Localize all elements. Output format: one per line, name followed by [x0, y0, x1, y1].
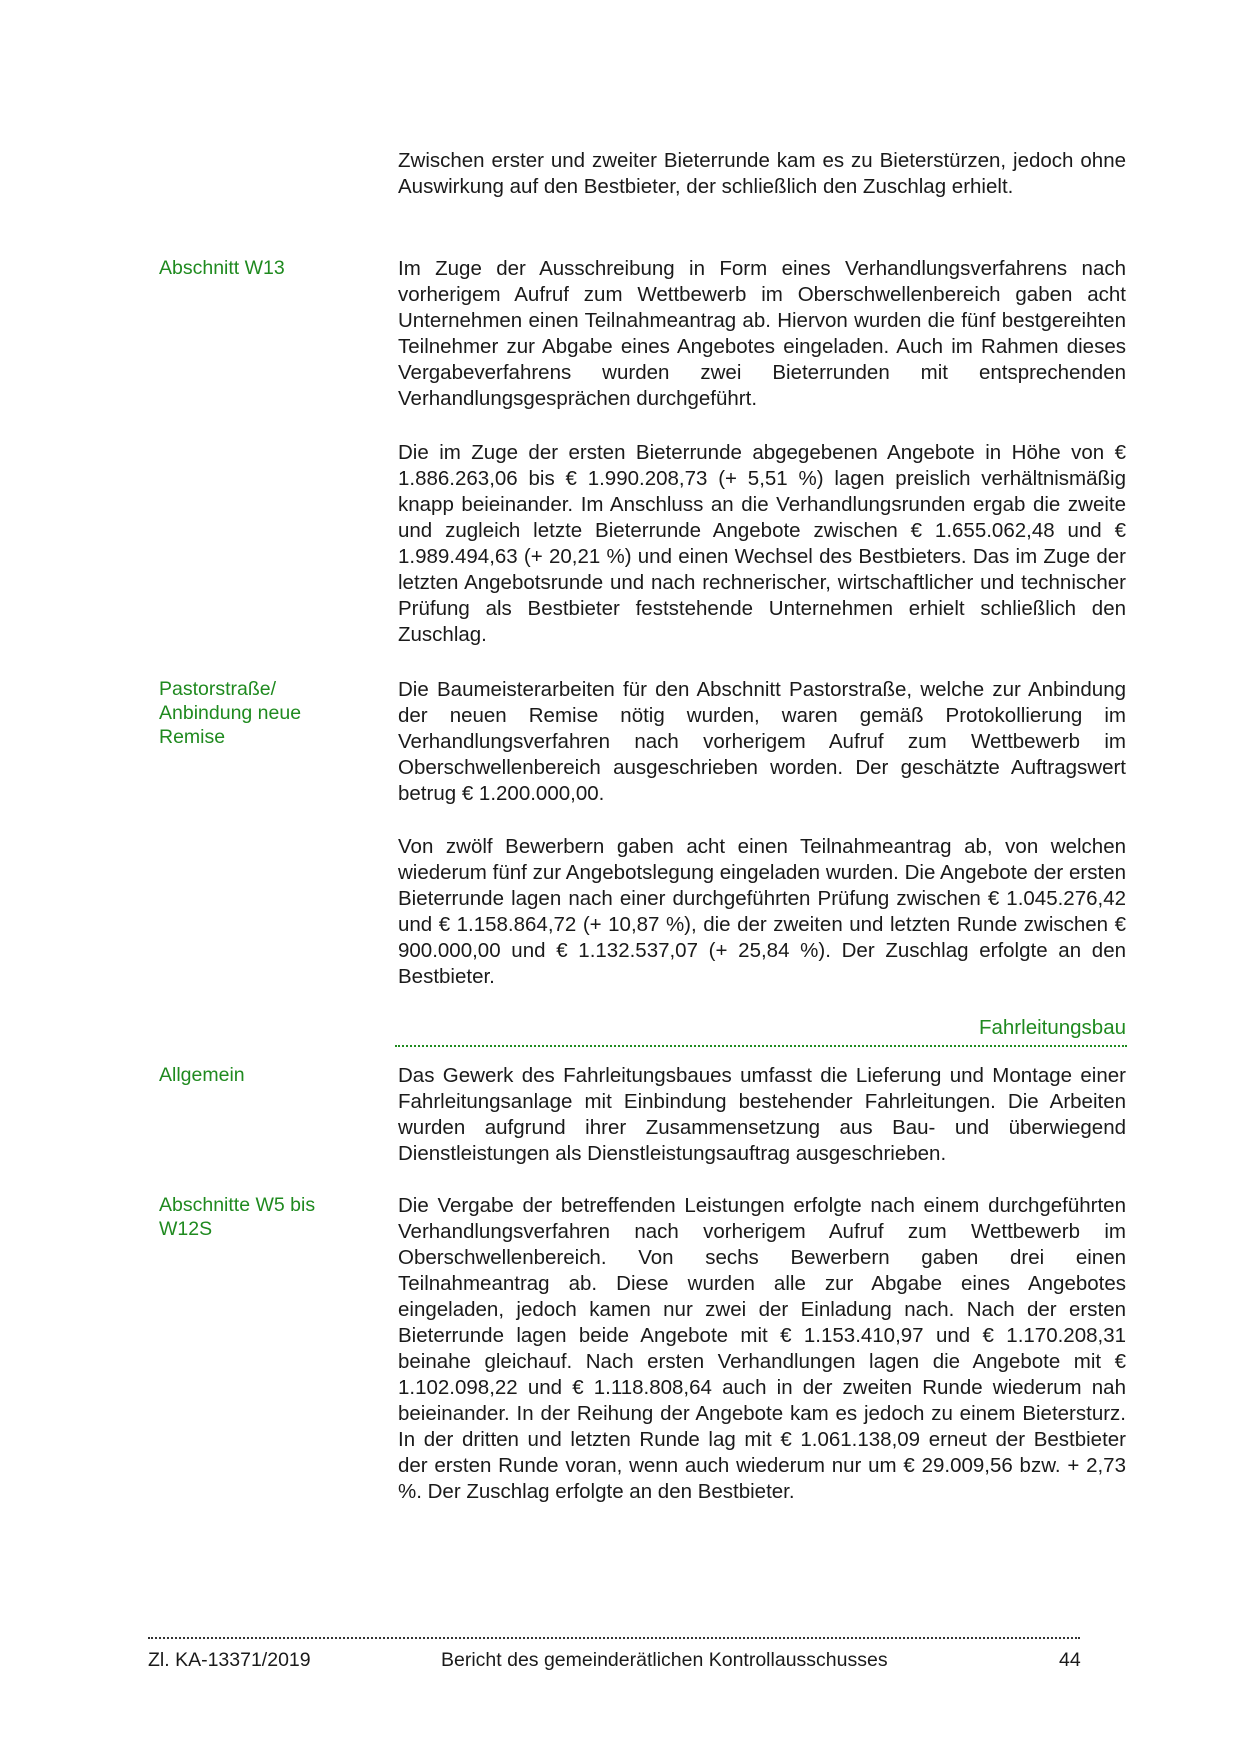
section-divider [395, 1045, 1127, 1047]
paragraph-pastorstrasse-angebote: Von zwölf Bewerbern gaben acht einen Teilnahmeantrag ab, von welchen wiederum fünf zur Angebotslegung eingeladen wurden. Die Angebote der ersten Bieterrunde lagen nach einer durchgeführten Prüfung zwischen € 1.045.276,42 und € 1.158.864,72 (+ 10,87 %), die der zweiten und letzten Runde zwischen € 900.000,00 und € 1.132.537,07 (+ 25,84 %). Der Zuschlag erfolgte an den Bestbieter. [398, 835, 1126, 988]
paragraph-pastorstrasse-ausschreibung: Die Baumeisterarbeiten für den Abschnitt Pastorstraße, welche zur Anbindung der neuen Remise nötig wurden, waren gemäß Protokollierung im Verhandlungsverfahren nach vorherigem Aufruf zum Wettbewerb im Oberschwellenbereich ausgeschrieben worden. Der geschätzte Auftragswert betrug € 1.200.000,00. [398, 678, 1126, 805]
margin-label-line: W12S [159, 1218, 213, 1240]
margin-label-line: Remise [159, 726, 226, 748]
margin-label-allgemein: Allgemein [159, 1064, 245, 1086]
footer-title: Bericht des gemeinderätlichen Kontrollausschusses [441, 1649, 888, 1671]
margin-label-line: Pastorstraße/ [159, 678, 277, 700]
page-number: 44 [1059, 1649, 1081, 1671]
margin-label-line: Anbindung neue [159, 702, 302, 724]
paragraph-abschnitt-w13-ausschreibung: Im Zuge der Ausschreibung in Form eines Verhandlungsverfahrens nach vorherigem Aufruf zum Wettbewerb im Oberschwellenbereich gaben acht Unternehmen einen Teilnahmeantrag ab. Hiervon wurden die fünf bestgereihten Teilnehmer zur Abgabe eines Angebotes eingeladen. Auch im Rahmen dieses Vergabeverfahrens wurden zwei Bieterrunden mit entsprechenden Verhandlungsgesprächen durchgeführt. [398, 257, 1126, 410]
paragraph-abschnitt-w13-angebote: Die im Zuge der ersten Bieterrunde abgegebenen Angebote in Höhe von € 1.886.263,06 bis € 1.990.208,73 (+ 5,51 %) lagen preislich verhältnismäßig knapp beieinander. Im Anschluss an die Verhandlungsrunden ergab die zweite und zugleich letzte Bieterrunde Angebote zwischen € 1.655.062,48 und € 1.989.494,63 (+ 20,21 %) und einen Wechsel des Bestbieters. Das im Zuge der letzten Angebotsrunde und nach rechnerischer, wirtschaftlicher und technischer Prüfung als Bestbieter feststehende Unternehmen erhielt schließlich den Zuschlag. [398, 441, 1126, 646]
margin-label-line: Abschnitte W5 bis [159, 1194, 316, 1216]
footer-divider [148, 1637, 1080, 1639]
footer-reference: Zl. KA-13371/2019 [148, 1649, 311, 1671]
paragraph-fahrleitungsbau-allgemein: Das Gewerk des Fahrleitungsbaues umfasst die Lieferung und Montage einer Fahrleitungsanlage mit Einbindung bestehender Fahrleitungen. Die Arbeiten wurden aufgrund ihrer Zusammensetzung aus Bau- und überwiegend Dienstleistungen als Dienstleistungsauftrag ausgeschrieben. [398, 1064, 1126, 1165]
section-heading-fahrleitungsbau: Fahrleitungsbau [978, 1016, 1126, 1039]
margin-label-abschnitt-w13: Abschnitt W13 [159, 257, 285, 279]
paragraph-bieterstuerze: Zwischen erster und zweiter Bieterrunde kam es zu Bieterstürzen, jedoch ohne Auswirkung auf den Bestbieter, der schließlich den Zuschlag erhielt. [398, 149, 1126, 198]
paragraph-abschnitte-w5-w12s: Die Vergabe der betreffenden Leistungen erfolgte nach einem durchgeführten Verhandlungsverfahren nach vorherigem Aufruf zum Wettbewerb im Oberschwellenbereich. Von sechs Bewerbern gaben drei einen Teilnahmeantrag ab. Diese wurden alle zur Abgabe eines Angebotes eingeladen, jedoch kamen nur zwei der Einladung nach. Nach der ersten Bieterrunde lagen beide Angebote mit € 1.153.410,97 und € 1.170.208,31 beinahe gleichauf. Nach ersten Verhandlungen lagen die Angebote mit € 1.102.098,22 und € 1.118.808,64 auch in der zweiten Runde wiederum nah beieinander. In der Reihung der Angebote kam es jedoch zu einem Bietersturz. In der dritten und letzten Runde lag mit € 1.061.138,09 erneut der Bestbieter der ersten Runde voran, wenn auch wiederum nur um € 29.009,56 bzw. + 2,73 %. Der Zuschlag erfolgte an den Bestbieter. [398, 1194, 1126, 1503]
